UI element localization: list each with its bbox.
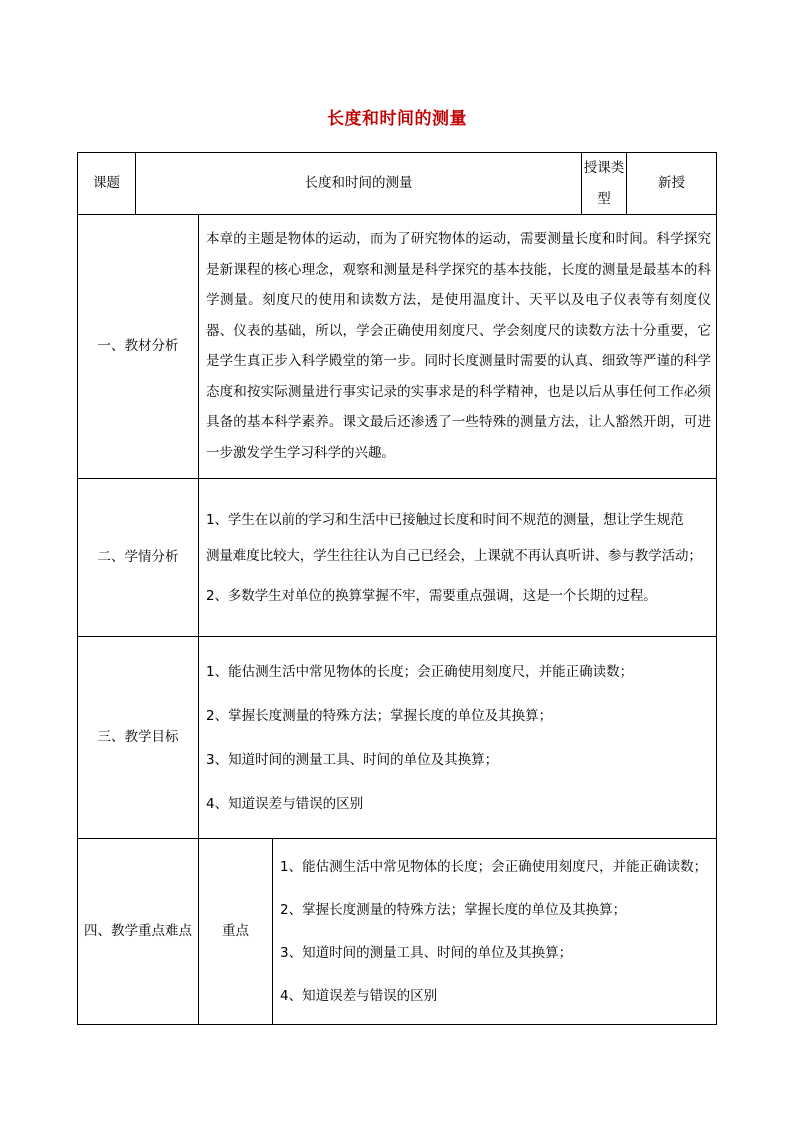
list-item: 2、掌握长度测量的特殊方法；掌握长度的单位及其换算；: [206, 707, 553, 724]
student-analysis-list: [199, 505, 716, 611]
material-analysis-label: 一、教材分析: [78, 215, 199, 479]
teaching-goals-label: 三、教学目标: [78, 637, 199, 839]
teaching-goals-cell: [199, 637, 717, 839]
list-item: 1、能估测生活中常见物体的长度；会正确使用刻度尺，并能正确读数；: [280, 859, 708, 875]
list-item: 2、多数学生对单位的换算掌握不牢，需要重点强调，这是一个长期的过程。: [206, 587, 657, 604]
key-points-label: 四、教学重点难点: [78, 839, 199, 1025]
lesson-plan-table: [77, 152, 717, 1025]
lesson-type-label: 授课类型: [582, 153, 627, 215]
list-item: 1、学生在以前的学习和生活中已接触过长度和时间不规范的测量，想让学生规范: [206, 511, 684, 528]
key-points-row: [78, 839, 717, 1025]
teaching-goals-list: [199, 657, 716, 819]
student-analysis-cell: [199, 479, 717, 637]
key-points-list: [273, 852, 716, 1011]
material-analysis-row: [78, 215, 717, 479]
topic-value: 长度和时间的测量: [136, 153, 582, 215]
key-points-sublabel: 重点: [199, 839, 273, 1025]
list-item: 4、知道误差与错误的区别: [206, 795, 364, 812]
topic-label: 课题: [78, 153, 136, 215]
student-analysis-row: [78, 479, 717, 637]
list-item: 3、知道时间的测量工具、时间的单位及其换算；: [206, 751, 499, 768]
header-row: [78, 153, 717, 215]
list-item: 4、知道误差与错误的区别: [280, 988, 438, 1004]
material-analysis-cell: [199, 215, 717, 479]
teaching-goals-row: [78, 637, 717, 839]
lesson-type-value: 新授: [627, 153, 717, 215]
material-analysis-text: 本章的主题是物体的运动，而为了研究物体的运动，需要测量长度和时间。科学探究是新课程的核心理念，观察和测量是科学探究的基本技能，长度的测量是最基本的科学测量。刻度尺的使用和读数方法，是使用温度计、天平以及电子仪表等有刻度仪器、仪表的基础，所以，学会正确使用刻度尺、学会刻度尺的读数方法十分重要，它是学生真正步入科学殿堂的第一步。同时长度测量时需要的认真、细致等严谨的科学态度和按实际测量进行事实记录的实事求是的科学精神，也是以后从事任何工作必须具备的基本科学素养。课文最后还渗透了一些特殊的测量方法，让人豁然开朗，可进一步激发学生学习科学的兴趣。: [206, 231, 711, 461]
key-points-cell: [273, 839, 717, 1025]
student-analysis-label: 二、学情分析: [78, 479, 199, 637]
list-item: 1、能估测生活中常见物体的长度；会正确使用刻度尺，并能正确读数；: [206, 663, 634, 680]
list-item: 2、掌握长度测量的特殊方法；掌握长度的单位及其换算；: [280, 902, 627, 918]
document-title: 长度和时间的测量: [327, 109, 467, 129]
list-item: 3、知道时间的测量工具、时间的单位及其换算；: [280, 945, 573, 961]
list-item: 测量难度比较大，学生往往认为自己已经会，上课就不再认真听讲、参与教学活动；: [206, 547, 702, 564]
